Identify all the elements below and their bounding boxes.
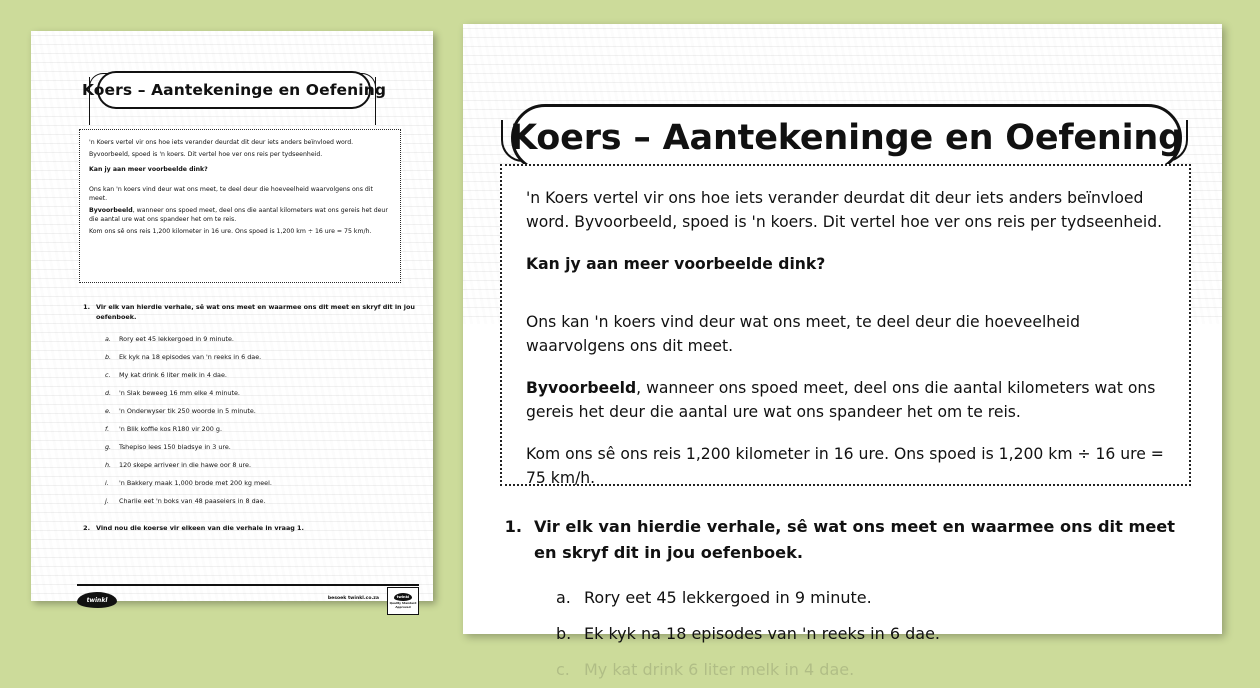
item-letter: h. — [105, 461, 112, 470]
question-1 — [500, 514, 1200, 566]
list-item — [105, 474, 419, 492]
thumbnail-title-banner — [31, 55, 433, 101]
thumb-intro-line2: Byvoorbeeld, spoed is 'n koers. Dit vertel hoe ver ons reis per tydseenheid. — [89, 151, 323, 159]
intro-paragraph-1: 'n Koers vertel vir ons hoe iets verander deurdat dit deur iets anders beïnvloed word. Byvoorbeeld, spoed is 'n koers. Dit vertel hoe ver ons reis per tydseenheid. — [526, 189, 1163, 231]
thumbnail-questions — [79, 303, 419, 534]
item-text: Ek kyk na 18 episodes van 'n reeks in 6 dae. — [584, 624, 940, 643]
thumb-question-2 — [79, 524, 419, 534]
thumb-question-1 — [79, 303, 419, 322]
list-item — [105, 492, 419, 510]
item-letter: g. — [105, 443, 112, 452]
item-text: My kat drink 6 liter melk in 4 dae. — [119, 371, 227, 380]
twinkl-logo: twinkl — [77, 592, 117, 608]
preview-questions — [500, 514, 1200, 688]
list-item — [105, 420, 419, 438]
item-text: Charlie eet 'n boks van 48 paaseiers in 8 dae. — [119, 497, 266, 506]
quality-badge — [387, 587, 419, 615]
thumb-intro-para4: Kom ons sê ons reis 1,200 kilometer in 16 ure. Ons spoed is 1,200 km ÷ 16 ure = 75 km/h. — [89, 228, 372, 236]
page-footer — [77, 591, 419, 613]
thumb-question-2-number: 2. — [83, 524, 90, 533]
item-letter: d. — [105, 389, 112, 398]
badge-line-1: Quality Standard — [389, 600, 417, 605]
thumb-intro-para3-rest: , wanneer ons spoed meet, deel ons die aantal kilometers wat ons gereis het deur die aantal ure wat ons spandeer het om te reis. — [89, 207, 388, 224]
thumbnail-intro-box — [79, 129, 401, 283]
list-item — [105, 366, 419, 384]
question-1-items — [556, 580, 1200, 688]
thumb-intro-para2: Ons kan 'n koers vind deur wat ons meet, te deel deur die hoeveelheid waarvolgens ons dit meet. — [89, 185, 373, 202]
list-item — [105, 402, 419, 420]
preview-title-banner — [463, 24, 1222, 184]
item-text: 'n Slak beweeg 16 mm elke 4 minute. — [119, 389, 240, 398]
list-item — [105, 348, 419, 366]
thumb-question-2-prompt: Vind nou die koerse vir elkeen van die verhale in vraag 1. — [96, 524, 304, 533]
intro-paragraph-3-bold: Byvoorbeeld — [526, 379, 637, 397]
item-letter: j. — [105, 497, 109, 506]
list-item — [105, 384, 419, 402]
intro-paragraph-3 — [526, 376, 1165, 424]
intro-paragraph-4: Kom ons sê ons reis 1,200 kilometer in 16 ure. Ons spoed is 1,200 km ÷ 16 ure = 75 km/h. — [526, 445, 1164, 487]
footer-divider — [77, 584, 419, 586]
thumb-question-1-number: 1. — [83, 303, 90, 311]
thumb-question-1-items — [105, 330, 419, 510]
item-letter: f. — [105, 425, 110, 434]
list-item — [105, 330, 419, 348]
thumb-question-1-prompt: Vir elk van hierdie verhale, sê wat ons meet en waarmee ons dit meet en skryf dit in jou oefenboek. — [96, 303, 415, 321]
list-item — [556, 580, 1200, 616]
question-1-prompt: Vir elk van hierdie verhale, sê wat ons meet en waarmee ons dit meet en skryf dit in jou oefenboek. — [534, 517, 1176, 562]
item-text: 'n Bakkery maak 1,000 brode met 200 kg meel. — [119, 479, 272, 488]
item-letter: b. — [105, 353, 112, 362]
intro-box — [500, 164, 1191, 486]
thumb-intro-line1: 'n Koers vertel vir ons hoe iets verander deurdat dit deur iets anders beïnvloed word. — [89, 139, 354, 146]
item-text: 'n Onderwyser tik 250 woorde in 5 minute. — [119, 407, 256, 416]
thumb-intro-question: Kan jy aan meer voorbeelde dink? — [89, 166, 208, 174]
item-text: My kat drink 6 liter melk in 4 dae. — [584, 660, 855, 679]
visit-url-text: besoek twinkl.co.za — [327, 596, 379, 601]
item-text: Rory eet 45 lekkergoed in 9 minute. — [119, 335, 234, 344]
item-text: Ek kyk na 18 episodes van 'n reeks in 6 dae. — [119, 353, 262, 362]
item-text: 'n Blik koffie kos R180 vir 200 g. — [119, 425, 222, 434]
list-item — [556, 652, 1200, 688]
page-title: Koers – Aantekeninge en Oefening — [511, 104, 1182, 172]
item-letter: i. — [105, 479, 109, 488]
item-text: 120 skepe arriveer in die hawe oor 8 ure. — [119, 461, 252, 470]
item-text: Rory eet 45 lekkergoed in 9 minute. — [584, 588, 872, 607]
thumb-intro-para3 — [89, 206, 391, 224]
thumb-intro-para3-bold: Byvoorbeeld — [89, 207, 133, 215]
question-1-number: 1. — [504, 517, 522, 536]
item-letter: b. — [556, 624, 572, 643]
intro-paragraph-2: Ons kan 'n koers vind deur wat ons meet, te deel deur die hoeveelheid waarvolgens ons dit meet. — [526, 313, 1080, 355]
thumbnail-page-title: Koers – Aantekeninge en Oefening — [97, 71, 371, 109]
list-item — [105, 456, 419, 474]
item-letter: e. — [105, 407, 111, 416]
item-letter: a. — [105, 335, 111, 344]
item-letter: c. — [105, 371, 111, 380]
worksheet-thumbnail-page[interactable] — [31, 31, 433, 609]
badge-cloud-icon: twinkl — [394, 593, 412, 601]
intro-paragraph-3-rest: , wanneer ons spoed meet, deel ons die aantal kilometers wat ons gereis het deur die aantal ure wat ons spandeer het om te reis. — [526, 379, 1156, 421]
list-item — [105, 438, 419, 456]
item-letter: c. — [556, 660, 570, 679]
badge-line-2: Approved — [395, 605, 411, 609]
worksheet-preview-page[interactable] — [463, 24, 1222, 679]
intro-question: Kan jy aan meer voorbeelde dink? — [526, 255, 826, 273]
item-text: Tshepiso lees 150 bladsye in 3 ure. — [119, 443, 231, 452]
list-item — [556, 616, 1200, 652]
item-letter: a. — [556, 588, 571, 607]
